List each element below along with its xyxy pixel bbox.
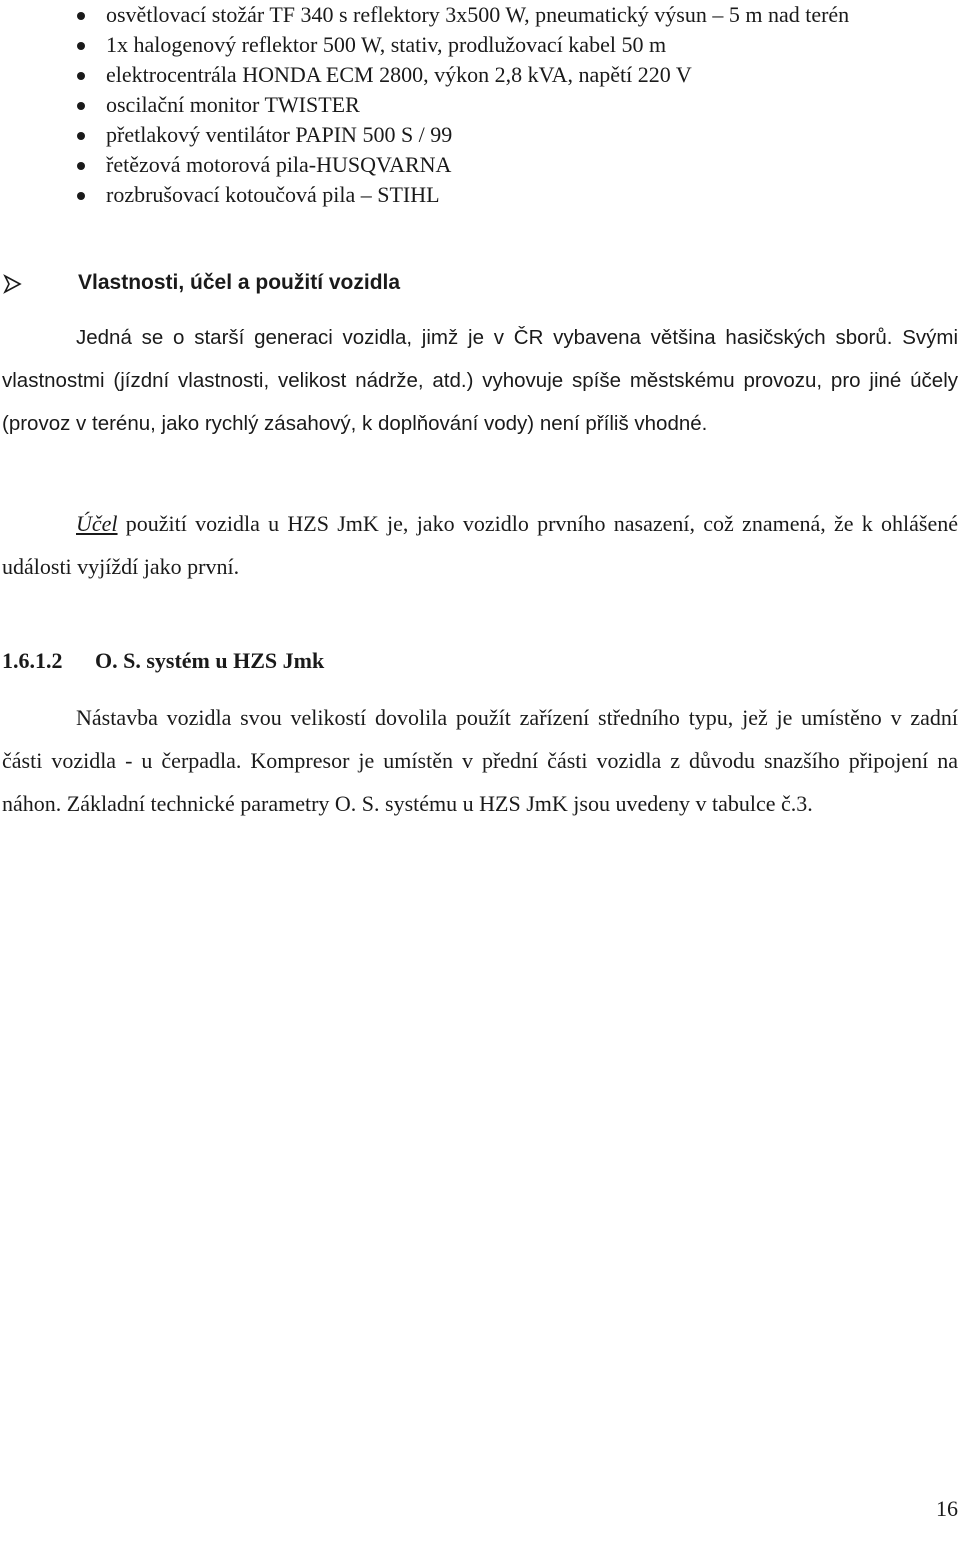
section-heading	[0, 267, 960, 299]
list-item	[75, 30, 960, 59]
list-item	[75, 90, 960, 119]
list-item	[75, 60, 960, 89]
page-number: 16	[936, 1496, 958, 1521]
paragraph-vehicle-properties	[2, 316, 958, 445]
list-item-text: přetlakový ventilátor PAPIN 500 S / 99	[106, 122, 453, 147]
paragraph-vehicle-purpose	[2, 502, 958, 588]
bullet-dot-icon	[77, 42, 85, 50]
list-item	[75, 180, 960, 209]
bullet-dot-icon	[77, 102, 85, 110]
bullet-dot-icon	[77, 12, 85, 20]
paragraph-text: Jedná se o starší generaci vozidla, jimž je v ČR vybavena většina hasičských sborů. Svými vlastnostmi (jízdní vlastnosti, velikost nádrže, atd.) vyhovuje spíše městskému provozu, pro jiné účely (provoz v terénu, jako rychlý zásahový, k doplňování vody) není příliš vhodné.	[2, 326, 958, 435]
subsection-number: 1.6.1.2	[2, 648, 63, 673]
equipment-list	[75, 0, 960, 210]
purpose-lead-word: Účel	[76, 511, 118, 536]
list-item-text: oscilační monitor TWISTER	[106, 92, 360, 117]
list-item-text: rozbrušovací kotoučová pila – STIHL	[106, 182, 440, 207]
bullet-dot-icon	[77, 132, 85, 140]
arrow-bullet-icon	[3, 274, 23, 294]
bullet-dot-icon	[77, 162, 85, 170]
paragraph-text: použití vozidla u HZS JmK je, jako vozidlo prvního nasazení, což znamená, že k ohlášené události vyjíždí jako první.	[2, 511, 958, 579]
bullet-dot-icon	[77, 72, 85, 80]
list-item	[75, 0, 960, 29]
subsection-heading	[2, 645, 324, 677]
list-item-text: řetězová motorová pila-HUSQVARNA	[106, 152, 452, 177]
paragraph-text: Nástavba vozidla svou velikostí dovolila použít zařízení středního typu, jež je umístěno v zadní části vozidla - u čerpadla. Kompresor je umístěn v přední části vozidla z důvodu snazšího připojení na náhon. Základní technické parametry O. S. systému u HZS JmK jsou uvedeny v tabulce č.3.	[2, 705, 958, 816]
subsection-title: O. S. systém u HZS Jmk	[95, 648, 325, 673]
section-title: Vlastnosti, účel a použití vozidla	[78, 271, 401, 294]
paragraph-os-system	[2, 696, 958, 825]
list-item	[75, 150, 960, 179]
bullet-dot-icon	[77, 192, 85, 200]
list-item-text: elektrocentrála HONDA ECM 2800, výkon 2,8 kVA, napětí 220 V	[106, 62, 692, 87]
list-item	[75, 120, 960, 149]
list-item-text: 1x halogenový reflektor 500 W, stativ, prodlužovací kabel 50 m	[106, 32, 667, 57]
list-item-text: osvětlovací stožár TF 340 s reflektory 3x500 W, pneumatický výsun – 5 m nad terén	[106, 2, 850, 27]
